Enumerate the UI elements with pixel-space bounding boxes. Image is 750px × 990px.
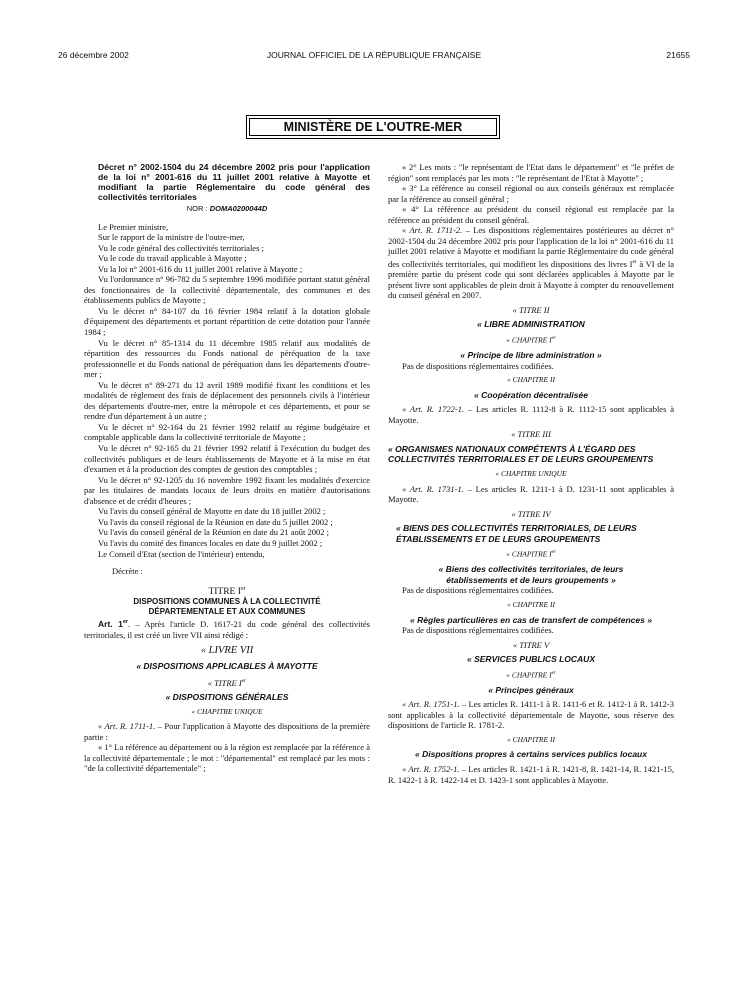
article-r1752-1: « Art. R. 1752-1. – Les articles R. 1421-1 à R. 1421-8, R. 1421-14, R. 1421-15, R. 1422-1 à R. 1422-14 et D. 1423-1 sont applicables à Mayotte. [388,764,675,785]
page-header [58,50,690,64]
ministry-title: MINISTÈRE DE L'OUTRE-MER [249,118,497,136]
preamble-line: Vu le décret n° 84-107 du 16 février 1984 relatif à la dotation globale d'équipement des départements et portant répartition de cette dotation pour l'année 1984 ; [84,305,370,338]
article-1: Art. 1er. – Après l'article D. 1617-21 du code général des collectivités territoriales, il est créé un livre VII ainsi rédigé : [84,619,370,640]
nor-label: NOR : [186,204,208,213]
titre-i-heading: « TITRE Ier [207,677,247,688]
preamble-line: Vu l'avis du conseil général de la Réunion en date du 21 août 2002 ; [98,527,329,538]
right-column [388,162,674,785]
no-provisions-text: Pas de dispositions réglementaires codifiées. [402,360,554,371]
titre-1-heading: TITRE Ier [208,585,246,597]
preamble-line: Vu le code général des collectivités territoriales ; [98,242,264,253]
list-item: « 1° La référence au département ou à la région est remplacée par la référence à la collectivité départementale ; le mot : "départemental" est remplacé par les mots : "de la collectivité départementale" ; [84,742,370,774]
livre-name: « DISPOSITIONS APPLICABLES À MAYOTTE [136,661,318,672]
article-r1711-1: « Art. R. 1711-1. – Pour l'application à Mayotte des dispositions de la première partie : [84,721,370,742]
ministry-box [246,115,500,139]
chapitre-heading: « CHAPITRE Ier [506,670,556,680]
chapitre-heading: « CHAPITRE II [507,599,555,609]
no-provisions-text: Pas de dispositions réglementaires codifiées. [402,625,554,636]
article-r1751-1: « Art. R. 1751-1. – Les articles R. 1411-1 à R. 1411-6 et R. 1412-1 à R. 1412-3 sont applicables à la collectivité départementale de Mayotte, sous réserve des dispositions de l'article R. 1781-2. [388,699,674,731]
titre-iii-heading: « TITRE III [511,429,551,440]
no-provisions-text: Pas de dispositions réglementaires codifiées. [402,585,554,596]
preamble-line: Vu le décret n° 92-164 du 21 février 1992 relatif au régime budgétaire et comptable applicable dans la collectivité territoriale de Mayotte ; [84,421,370,443]
preamble-line: Le Conseil d'Etat (section de l'intérieur) entendu, [98,548,265,559]
article-r1731-1: « Art. R. 1731-1. – Les articles R. 1211-1 à D. 1231-11 sont applicables à Mayotte. [388,483,674,505]
livre-heading: « LIVRE VII [200,645,254,657]
article-r1722-1: « Art. R. 1722-1. – Les articles R. 1112-8 à R. 1112-15 sont applicables à Mayotte. [388,404,674,425]
header-page-number: 21655 [666,50,690,60]
chapitre-unique-heading: « CHAPITRE UNIQUE [191,706,263,716]
preamble-line: Vu l'avis du comité des finances locales en date du 9 juillet 2002 ; [98,537,323,548]
titre-iv-heading: « TITRE IV [511,508,551,519]
preamble-line: Vu le décret n° 92-1205 du 16 novembre 1992 fixant les modalités d'exercice par les titulaires de mandats locaux de leurs droits en matière d'autorisations d'absence et de crédit d'heures ; [84,474,370,506]
dispositions-generales-heading: « DISPOSITIONS GÉNÉRALES [165,692,289,703]
preamble-line: Sur le rapport de la ministre de l'outre-mer, [98,232,245,243]
chapitre-heading: « CHAPITRE II [507,734,555,744]
principes-generaux-heading: « Principes généraux [488,684,574,695]
article-1-label: Art. 1er [98,619,129,630]
list-item: « 2° Les mots : "le représentant de l'Etat dans le département" et "le préfet de région" sont remplacés par les mots : "le représentant de l'Etat à Mayotte" ; [388,162,674,183]
list-item: « 3° La référence au conseil régional ou aux conseils généraux est remplacée par la référence au conseil général ; [388,183,674,204]
biens-heading: « BIENS DES COLLECTIVITÉS TERRITORIALES, DE LEURS ÉTABLISSEMENTS ET DE LEURS GROUPEMENTS [396,523,637,544]
preamble-line: Vu la loi n° 2001-616 du 11 juillet 2001 relative à Mayotte ; [98,263,303,274]
header-date: 26 décembre 2002 [58,50,129,60]
chapitre-heading: « CHAPITRE Ier [506,335,556,345]
decrete-label: Décrète : [112,566,143,577]
preamble-line: Vu l'avis du conseil général de Mayotte en date du 18 juillet 2002 ; [98,506,326,517]
preamble-line: Vu le décret n° 92-165 du 21 février 1992 relatif à l'exécution du budget des collectivités publiques et de leurs établissements de Mayotte et à la mise en état d'examen et à la production des comptes de gestion des comptables ; [84,443,370,475]
principe-libre-heading: « Principe de libre administration » [460,350,602,361]
chapitre-unique-heading: « CHAPITRE UNIQUE [495,469,567,478]
article-r1711-2: « Art. R. 1711-2. – Les dispositions réglementaires postérieures au décret n° 2002-1504 du 24 décembre 2002 pris pour l'application de la loi n° 2001-616 du 11 juillet 2001 relative à Mayotte et modifiant la partie Réglementaire du code général des collectivités territoriales, qui modifient les dispositions des livres Ier à VI de la première partie du présent code qui sont déclarées applicables à Mayotte par le présent livre sont applicables de plein droit à Mayotte à compter du renouvellement du conseil général en 2007. [388,225,675,301]
preamble-line: Vu l'ordonnance n° 96-782 du 5 septembre 1996 modifiée portant statut général des fonctionnaires de la collectivité départementale, des communes et des établissements publics de Mayotte ; [84,274,370,306]
regles-heading: « Règles particulières en cas de transfert de compétences » [410,614,652,625]
libre-administration-heading: « LIBRE ADMINISTRATION [477,319,585,330]
list-item: « 4° La référence au président du conseil régional est remplacée par la référence au président du conseil général. [388,204,674,225]
header-journal: JOURNAL OFFICIEL DE LA RÉPUBLIQUE FRANÇAISE [266,50,482,60]
titre-v-heading: « TITRE V [512,639,550,650]
preamble-line: Vu le décret n° 89-271 du 12 avril 1989 modifié fixant les conditions et les modalités de règlement des frais de déplacement des personnels civils à l'intérieur des départements d'outre-mer, entre la métropole et ces départements, et pour se rendre d'un département à un autre ; [84,379,370,422]
biens-subheading: « Biens des collectivités territoriales, de leurs établissements et de leurs groupements » [438,564,624,585]
nor-reference [84,204,370,215]
chapitre-heading: « CHAPITRE II [507,375,555,385]
chapitre-heading: « CHAPITRE Ier [506,549,556,559]
preamble-line: Vu l'avis du conseil régional de la Réunion en date du 5 juillet 2002 ; [98,516,333,527]
dispositions-propres-heading: « Dispositions propres à certains services publics locaux [415,749,647,760]
services-publics-heading: « SERVICES PUBLICS LOCAUX [467,654,595,665]
left-column [84,162,370,774]
titre-1-name: DISPOSITIONS COMMUNES À LA COLLECTIVITÉ DÉPARTEMENTALE ET AUX COMMUNES [133,597,321,617]
preamble-line: Vu le décret n° 85-1314 du 11 décembre 1985 relatif aux modalités de répartition des ressources du Fonds national de péréquation de la taxe professionnelle et du Fonds national de péréquation dans les départements d'outre-mer ; [84,337,370,380]
organismes-heading: « ORGANISMES NATIONAUX COMPÉTENTS À L'ÉGARD DES COLLECTIVITÉS TERRITORIALES ET DE LEURS GROUPEMENTS [388,443,654,465]
titre-ii-heading: « TITRE II [512,304,550,315]
nor-code: DOMA0200044D [209,204,268,213]
decree-title: Décret n° 2002-1504 du 24 décembre 2002 pris pour l'application de la loi n° 2001-616 du 11 juillet 2001 relative à Mayotte et modifiant la partie Réglementaire du code général des collectivités territoriales [98,162,370,202]
cooperation-heading: « Coopération décentralisée [474,389,588,400]
preamble-line: Le Premier ministre, [98,221,169,232]
preamble-line: Vu le code du travail applicable à Mayotte ; [98,253,247,264]
